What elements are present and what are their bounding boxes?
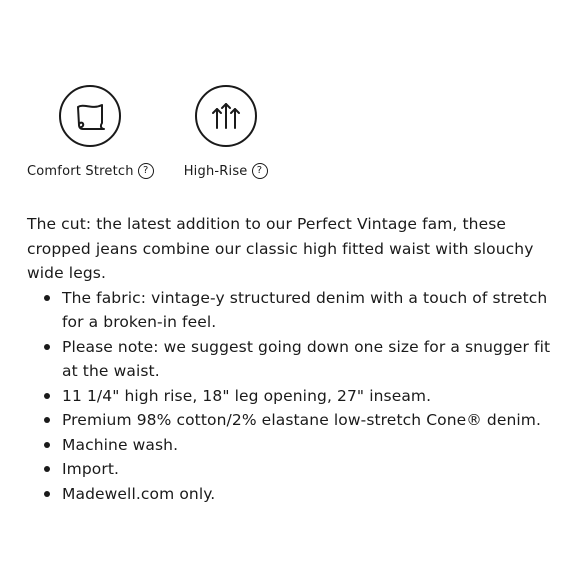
- list-item: Please note: we suggest going down one size for a snugger fit at the waist.: [62, 335, 562, 384]
- feature-comfort-stretch: [27, 85, 154, 179]
- list-item: 11 1/4" high rise, 18" leg opening, 27" inseam.: [62, 384, 562, 409]
- description-bullet-list: [27, 286, 562, 507]
- feature-icons: [27, 85, 268, 179]
- product-description: [27, 212, 562, 506]
- list-item: The fabric: vintage-y structured denim with a touch of stretch for a broken-in feel.: [62, 286, 562, 335]
- fabric-stretch-icon: [59, 85, 121, 147]
- description-intro: The cut: the latest addition to our Perfect Vintage fam, these cropped jeans combine our classic high fitted waist with slouchy wide legs.: [27, 215, 534, 282]
- list-item: Import.: [62, 457, 562, 482]
- list-item: Madewell.com only.: [62, 482, 562, 507]
- feature-high-rise: [184, 85, 268, 179]
- up-arrows-icon: [195, 85, 257, 147]
- feature-label-row: [184, 163, 268, 179]
- help-icon[interactable]: ?: [252, 163, 268, 179]
- feature-label-row: [27, 163, 154, 179]
- list-item: Machine wash.: [62, 433, 562, 458]
- help-icon[interactable]: ?: [138, 163, 154, 179]
- feature-label: Comfort Stretch: [27, 163, 134, 179]
- list-item: Premium 98% cotton/2% elastane low-stretch Cone® denim.: [62, 408, 562, 433]
- feature-label: High-Rise: [183, 163, 248, 179]
